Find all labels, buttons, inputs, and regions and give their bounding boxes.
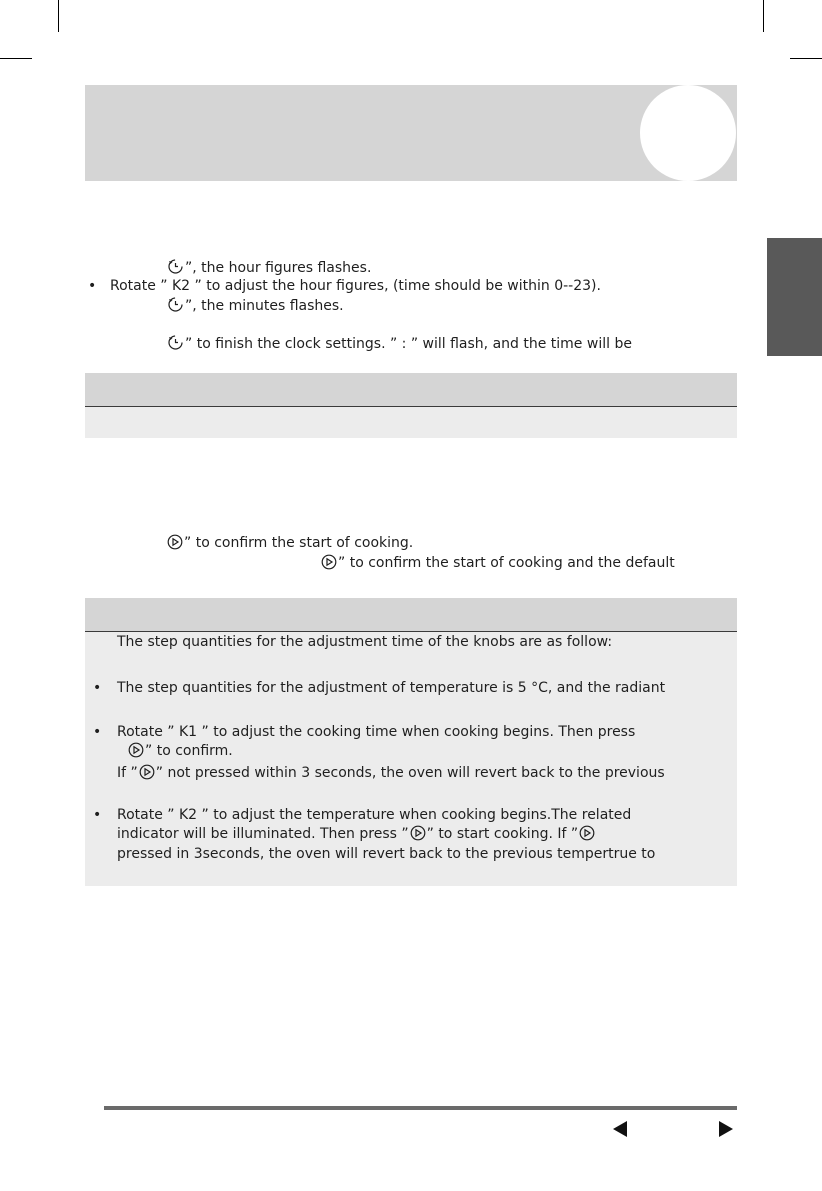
clock-icon xyxy=(167,296,184,318)
note-bullet-2: • xyxy=(93,724,102,740)
note-intro: The step quantities for the adjustment time of the knobs are as follow: xyxy=(117,634,613,650)
footer-bar xyxy=(104,1106,737,1110)
note-item-1: The step quantities for the adjustment of temperature is 5 °C, and the radiant xyxy=(117,680,666,696)
note-item-2-cont: ” to confirm. xyxy=(127,742,233,763)
play-icon xyxy=(128,742,144,763)
clock-line-4: ” to finish the clock settings. ” : ” will flash, and the time will be xyxy=(166,334,632,356)
note-bullet-3: • xyxy=(93,807,102,823)
prev-page-icon[interactable] xyxy=(613,1121,627,1137)
crop-mark-right-v xyxy=(763,0,764,32)
play-icon xyxy=(579,825,595,846)
play-icon xyxy=(139,764,155,785)
note-bullet-1: • xyxy=(93,680,102,696)
crop-mark-left-h xyxy=(0,58,32,59)
section-2-panel xyxy=(85,407,737,438)
play-icon xyxy=(321,554,337,575)
note-item-2: Rotate ” K1 ” to adjust the cooking time when cooking begins. Then press xyxy=(117,724,636,740)
cooking-line-1: ” to confirm the start of cooking. xyxy=(166,534,413,555)
note-item-3: Rotate ” K2 ” to adjust the temperature when cooking begins.The related xyxy=(117,807,632,823)
side-language-tab xyxy=(767,238,822,356)
crop-mark-left-v xyxy=(58,0,59,32)
crop-mark-right-h xyxy=(790,58,822,59)
cooking-line-2: ” to confirm the start of cooking and the default xyxy=(320,554,675,575)
play-icon xyxy=(410,825,426,846)
clock-line-3: ”, the minutes flashes. xyxy=(166,296,344,318)
note-item-3-cont: indicator will be illuminated. Then press ” ” to start cooking. If ” xyxy=(117,825,596,846)
note-item-3-end: pressed in 3seconds, the oven will revert back to the previous tempertrue to xyxy=(117,846,656,862)
section-header-band xyxy=(85,85,737,181)
clock-line-2: Rotate ” K2 ” to adjust the hour figures, (time should be within 0--23). xyxy=(110,278,601,294)
next-page-icon[interactable] xyxy=(719,1121,733,1137)
section-2-header xyxy=(85,373,737,406)
clock-bullet: • xyxy=(88,278,97,294)
header-circle xyxy=(640,85,736,181)
clock-line-1: ”, the hour figures flashes. xyxy=(166,258,371,280)
play-icon xyxy=(167,534,183,555)
note-item-2-if: If ” ” not pressed within 3 seconds, the oven will revert back to the previous xyxy=(117,764,665,785)
clock-icon xyxy=(167,334,184,356)
note-header xyxy=(85,598,737,631)
